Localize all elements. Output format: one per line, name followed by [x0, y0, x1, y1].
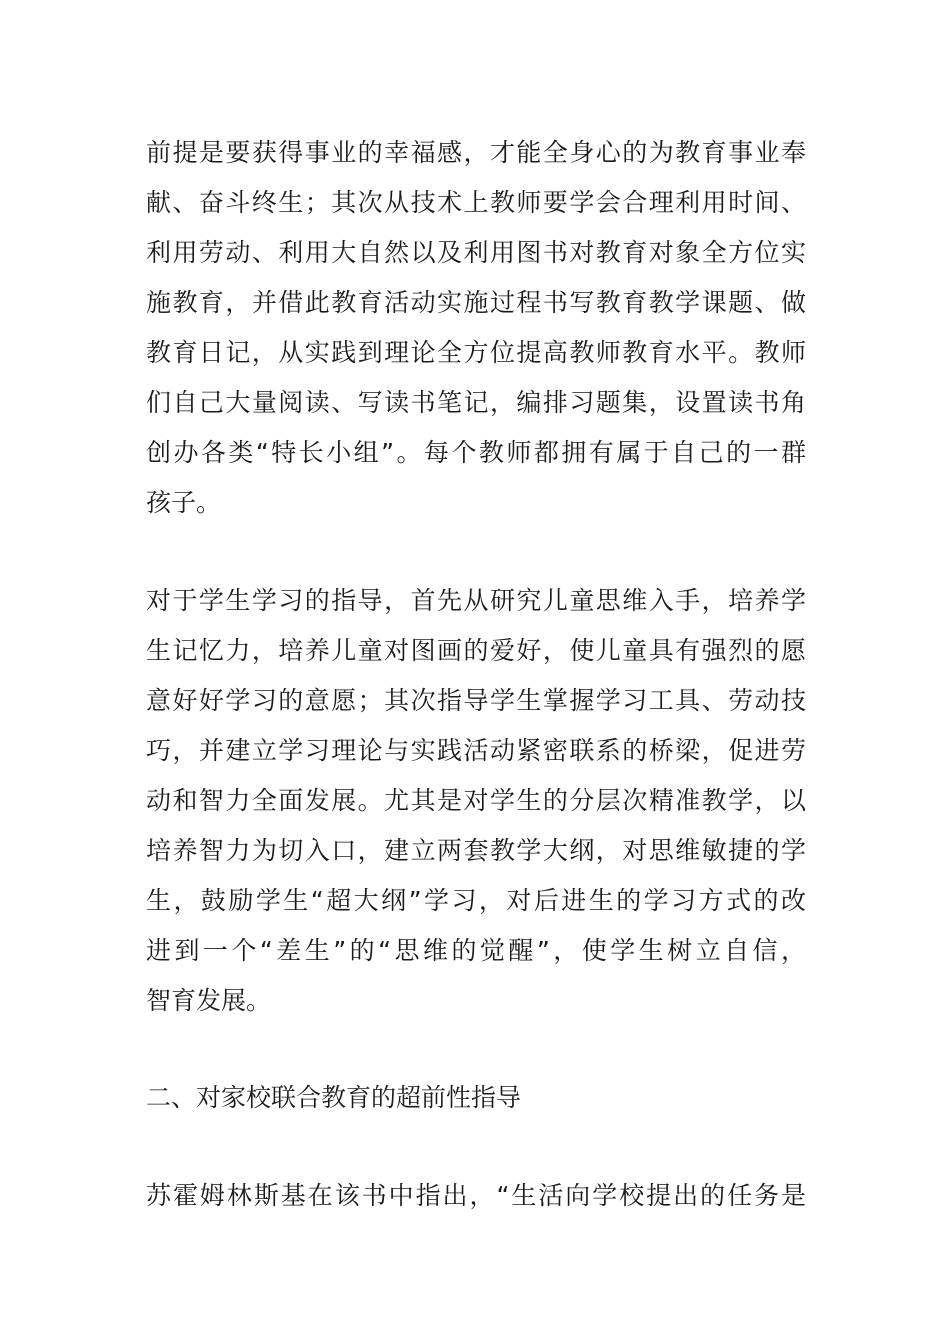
- paragraph-2-line-1: 对于学生学习的指导，首先从研究儿童思维入手，培养学: [146, 586, 806, 615]
- paragraph-1-line-1: 前提是要获得事业的幸福感，才能全身心的为教育事业奉: [146, 138, 806, 167]
- paragraph-1-line-7: 创办各类“特长小组”。每个教师都拥有属于自己的一群: [146, 438, 806, 467]
- paragraph-1-line-2: 献、奋斗终生；其次从技术上教师要学会合理利用时间、: [146, 188, 806, 217]
- paragraph-2-line-2: 生记忆力，培养儿童对图画的爱好，使儿童具有强烈的愿: [146, 636, 806, 665]
- paragraph-1-line-6: 们自己大量阅读、写读书笔记，编排习题集，设置读书角: [146, 388, 806, 417]
- paragraph-2-line-6: 培养智力为切入口，建立两套教学大纲，对思维敏捷的学: [146, 836, 806, 865]
- paragraph-2-line-5: 动和智力全面发展。尤其是对学生的分层次精准教学，以: [146, 786, 806, 815]
- paragraph-2-line-3: 意好好学习的意愿；其次指导学生掌握学习工具、劳动技: [146, 686, 806, 715]
- paragraph-4-line-1: 苏霍姆林斯基在该书中指出，“生活向学校提出的任务是: [146, 1181, 806, 1210]
- paragraph-1-line-3: 利用劳动、利用大自然以及利用图书对教育对象全方位实: [146, 238, 806, 267]
- paragraph-1-line-5: 教育日记，从实践到理论全方位提高教师教育水平。教师: [146, 338, 806, 367]
- paragraph-2-line-7: 生，鼓励学生“超大纲”学习，对后进生的学习方式的改: [146, 886, 806, 915]
- paragraph-2-line-9: 智育发展。: [146, 986, 272, 1015]
- paragraph-2-line-4: 巧，并建立学习理论与实践活动紧密联系的桥梁，促进劳: [146, 736, 806, 765]
- paragraph-1-line-4: 施教育，并借此教育活动实施过程书写教育教学课题、做: [146, 288, 806, 317]
- section-heading: 二、对家校联合教育的超前性指导: [146, 1083, 522, 1112]
- paragraph-2-line-8: 进到一个“差生”的“思维的觉醒”，使学生树立自信，: [146, 936, 806, 965]
- paragraph-1-line-8: 孩子。: [146, 488, 222, 517]
